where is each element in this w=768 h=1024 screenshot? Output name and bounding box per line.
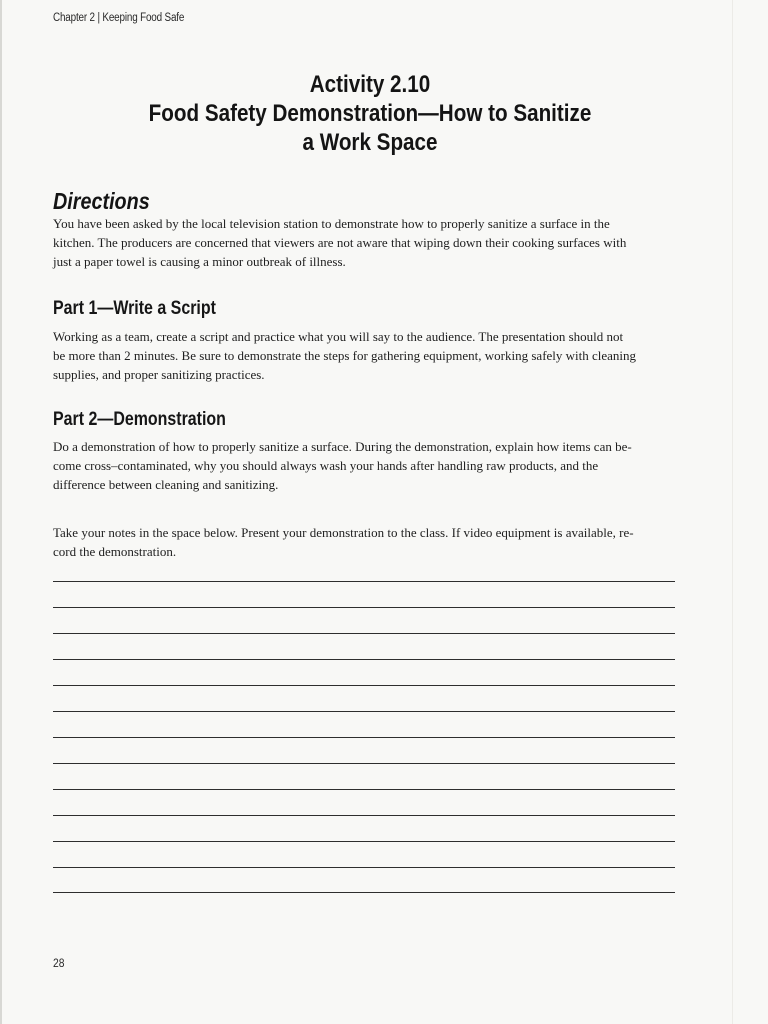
activity-title <box>60 70 680 157</box>
directions-line: kitchen. The producers are concerned that viewers are not aware that wiping down their cooking surfaces with <box>53 235 627 250</box>
writing-line[interactable] <box>53 633 675 634</box>
writing-line[interactable] <box>53 789 675 790</box>
part1-line: Working as a team, create a script and practice what you will say to the audience. The presentation should not <box>53 329 624 344</box>
part1-paragraph <box>53 327 677 384</box>
writing-line[interactable] <box>53 711 675 712</box>
writing-line[interactable] <box>53 815 675 816</box>
notes-line-text: Take your notes in the space below. Present your demonstration to the class. If video equipment is available, re- <box>53 525 634 540</box>
directions-paragraph <box>53 214 677 271</box>
writing-line[interactable] <box>53 841 675 842</box>
part1-line: supplies, and proper sanitizing practices. <box>53 367 265 382</box>
part1-heading: Part 1—Write a Script <box>53 298 216 319</box>
writing-line[interactable] <box>53 763 675 764</box>
title-line-2: Food Safety Demonstration—How to Sanitize <box>148 100 592 127</box>
writing-line[interactable] <box>53 581 675 582</box>
part1-line: be more than 2 minutes. Be sure to demonstrate the steps for gathering equipment, working safely with cleaning <box>53 348 637 363</box>
part2-paragraph <box>53 437 677 494</box>
part2-heading: Part 2—Demonstration <box>53 409 226 430</box>
part2-line: come cross–contaminated, why you should always wash your hands after handling raw products, and the <box>53 458 599 473</box>
title-line-1: Activity 2.10 <box>309 71 431 98</box>
writing-line[interactable] <box>53 867 675 868</box>
writing-line[interactable] <box>53 659 675 660</box>
directions-heading: Directions <box>53 188 150 214</box>
writing-line[interactable] <box>53 892 675 893</box>
directions-line: You have been asked by the local television station to demonstrate how to properly sanitize a surface in the <box>53 216 610 231</box>
page-left-edge <box>0 0 2 1024</box>
part2-line: difference between cleaning and sanitizing. <box>53 477 279 492</box>
writing-line[interactable] <box>53 737 675 738</box>
part2-line: Do a demonstration of how to properly sanitize a surface. During the demonstration, explain how items can be- <box>53 439 632 454</box>
title-line-3: a Work Space <box>302 129 438 156</box>
running-head: Chapter 2 | Keeping Food Safe <box>53 12 185 24</box>
notes-line-text: cord the demonstration. <box>53 544 177 559</box>
notes-instructions <box>53 523 677 561</box>
page-right-edge <box>732 0 733 1024</box>
directions-line: just a paper towel is causing a minor outbreak of illness. <box>53 254 346 269</box>
writing-line[interactable] <box>53 685 675 686</box>
page-number: 28 <box>53 956 65 970</box>
writing-line[interactable] <box>53 607 675 608</box>
